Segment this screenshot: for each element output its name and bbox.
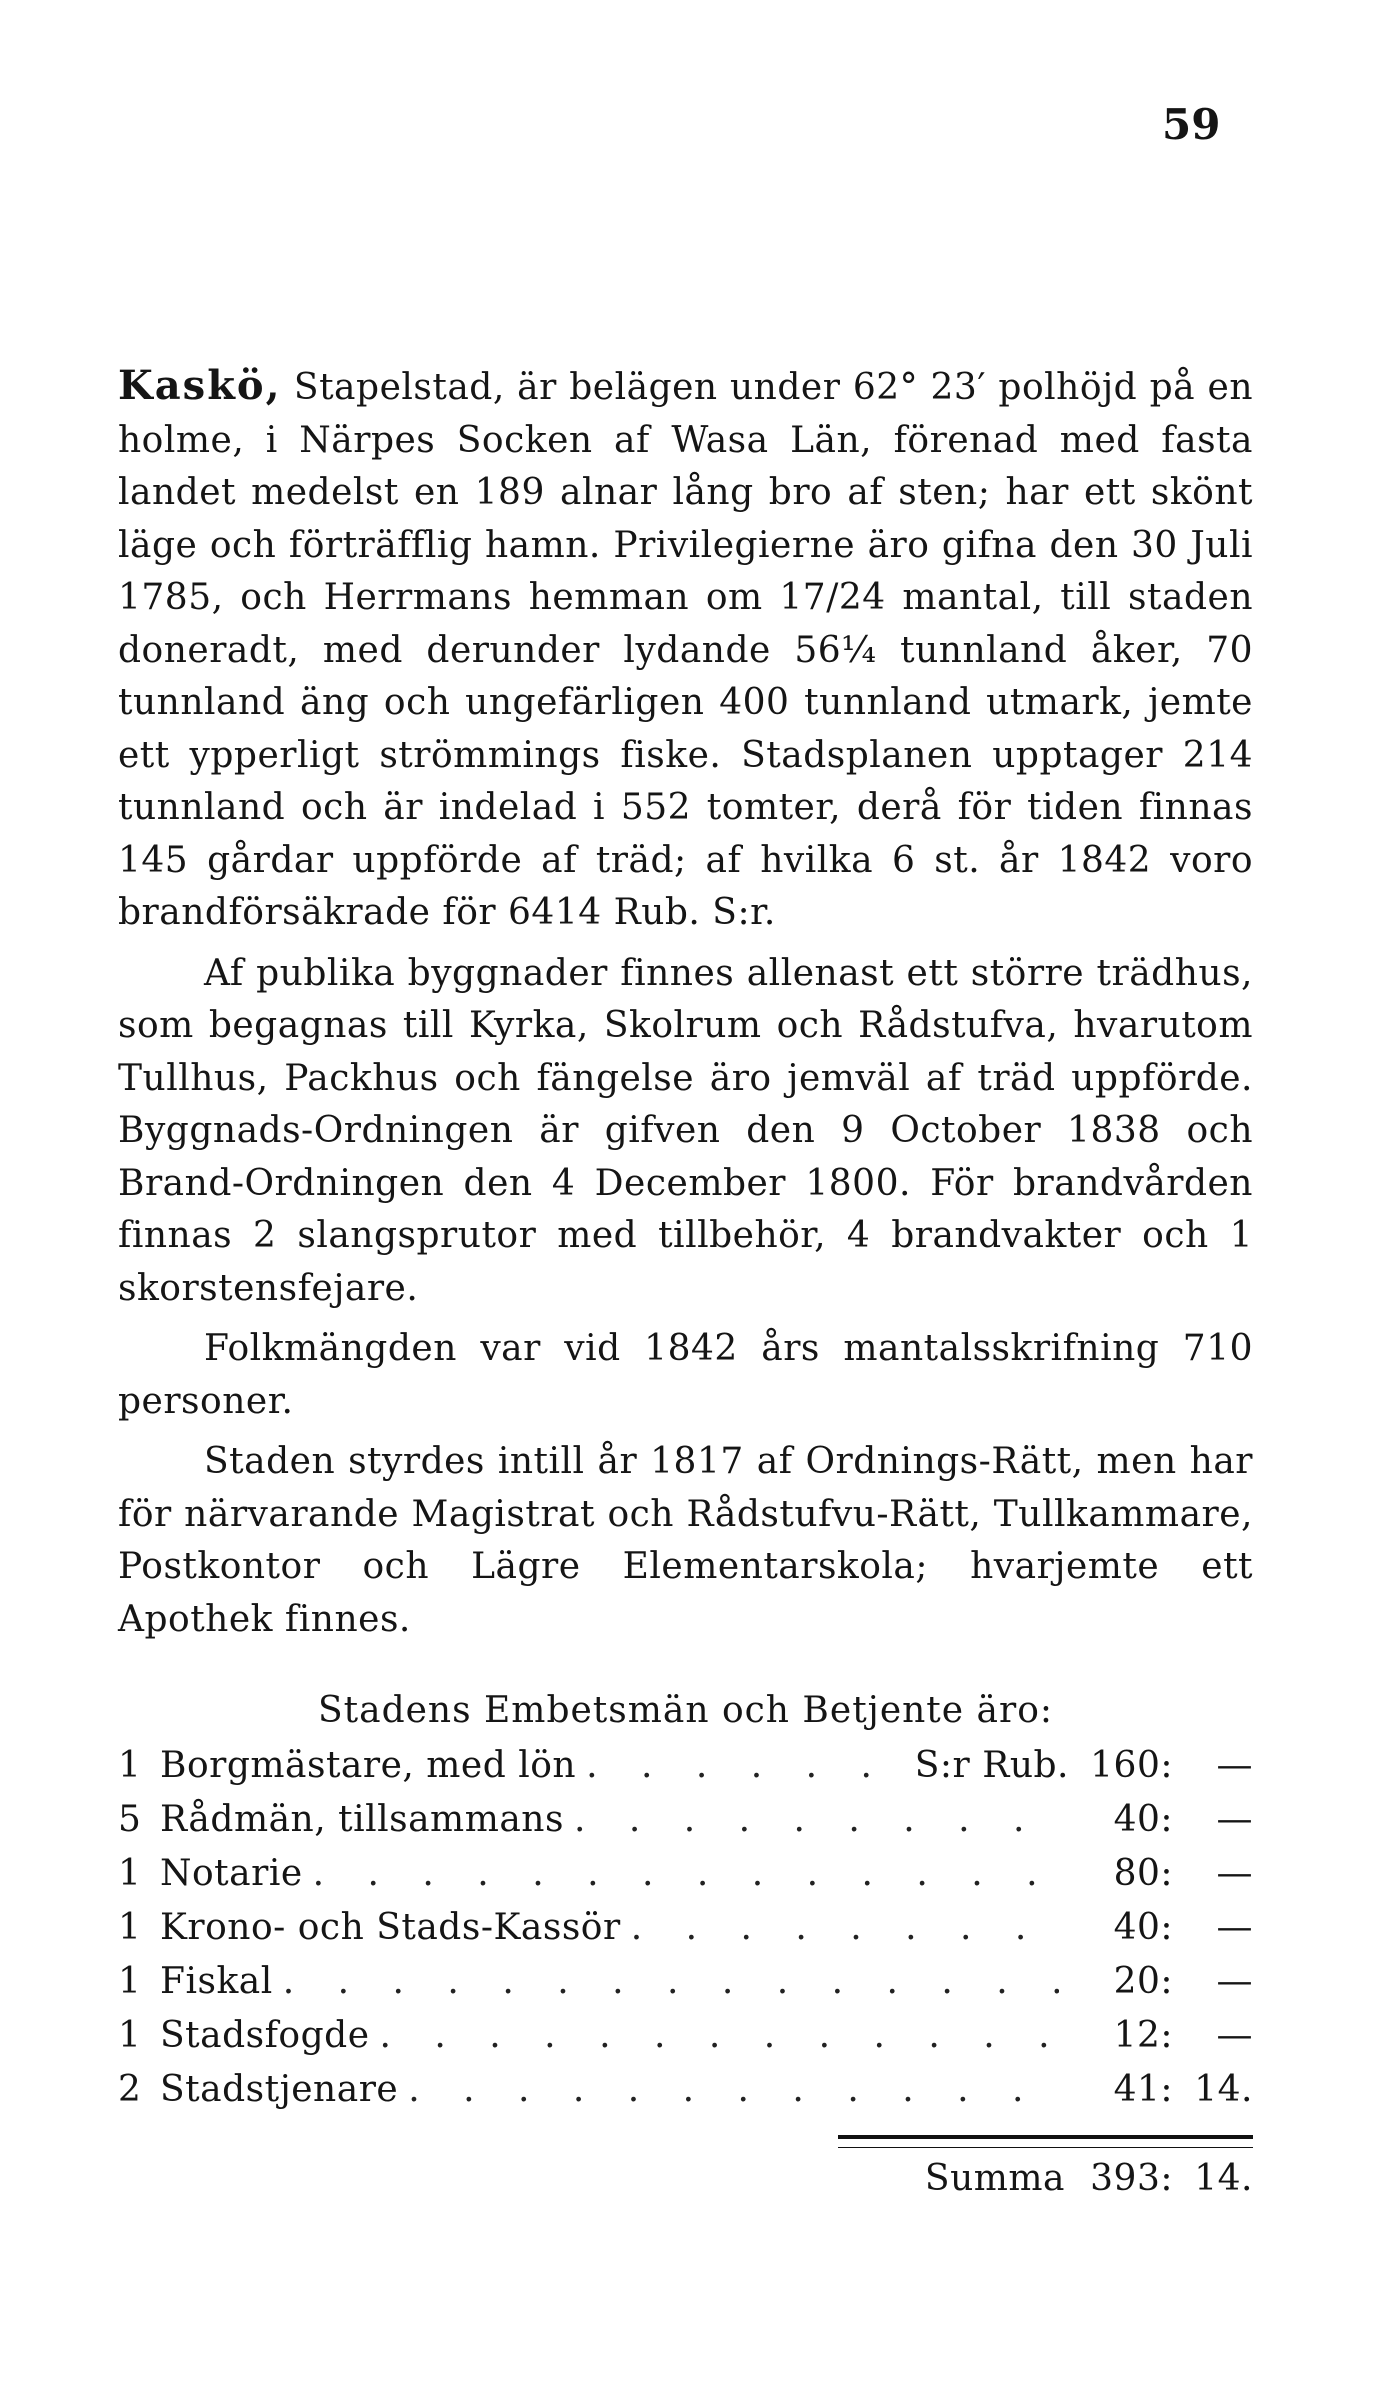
paragraph-population: Folkmängden var vid 1842 års mantalsskrifning 710 personer. bbox=[118, 1328, 1253, 1422]
row-amount: 20: bbox=[1113, 1961, 1173, 2002]
row-count: 5 bbox=[118, 1799, 142, 1840]
row-title: Fiskal bbox=[160, 1961, 273, 2002]
table-row bbox=[118, 2009, 1253, 2063]
dot-leader bbox=[586, 1739, 905, 1793]
row-subamount: — bbox=[1216, 2015, 1253, 2056]
paragraph-lead-word: Kaskö, bbox=[118, 362, 282, 409]
row-subamount: — bbox=[1216, 1799, 1253, 1840]
table-row bbox=[118, 1739, 1253, 1793]
row-count: 1 bbox=[118, 1853, 142, 1894]
dot-leader bbox=[574, 1793, 1059, 1847]
row-count: 1 bbox=[118, 1745, 142, 1786]
sum-subamount: 14. bbox=[1194, 2158, 1253, 2199]
dot-leader bbox=[380, 2009, 1059, 2063]
row-title: Rådmän, tillsammans bbox=[160, 1799, 564, 1840]
row-title: Stadsfogde bbox=[160, 2015, 370, 2056]
dot-leader bbox=[631, 1901, 1059, 1955]
row-count: 1 bbox=[118, 1961, 142, 2002]
dot-leader bbox=[313, 1847, 1059, 1901]
row-count: 1 bbox=[118, 2015, 142, 2056]
table-row bbox=[118, 2063, 1253, 2117]
paragraph-intro bbox=[118, 360, 1253, 940]
table-row bbox=[118, 1847, 1253, 1901]
row-subamount: — bbox=[1216, 1745, 1253, 1786]
row-subamount: — bbox=[1216, 1853, 1253, 1894]
table-row bbox=[118, 1955, 1253, 2009]
sum-divider-rule bbox=[838, 2135, 1253, 2148]
page-number: 59 bbox=[1162, 100, 1221, 149]
row-amount: 12: bbox=[1113, 2015, 1173, 2056]
paragraph-administration: Staden styrdes intill år 1817 af Ordnings-Rätt, men har för närvarande Magistrat och Rådstufvu-Rätt, Tullkammare, Postkontor och Lägre Elementarskola; hvarjemte ett Apothek finnes. bbox=[118, 1441, 1253, 1640]
sum-label: Summa bbox=[924, 2158, 1065, 2199]
row-currency: S:r Rub. bbox=[914, 1745, 1069, 1786]
sum-amount: 393: bbox=[1090, 2158, 1173, 2199]
table-row bbox=[118, 1901, 1253, 1955]
row-count: 1 bbox=[118, 1907, 142, 1948]
staff-table-title: Stadens Embetsmän och Betjente äro: bbox=[317, 1690, 1053, 1731]
row-title: Krono- och Stads-Kassör bbox=[160, 1907, 621, 1948]
staff-table bbox=[118, 1739, 1253, 2117]
row-subamount: 14. bbox=[1194, 2069, 1253, 2110]
row-amount: 160: bbox=[1090, 1745, 1173, 1786]
row-amount: 41: bbox=[1113, 2069, 1173, 2110]
row-count: 2 bbox=[118, 2069, 142, 2110]
row-title: Borgmästare, med lön bbox=[160, 1745, 577, 1786]
paragraph-public-buildings: Af publika byggnader finnes allenast ett större trädhus, som begagnas till Kyrka, Skolrum och Rådstufva, hvarutom Tullhus, Packhus och fängelse äro jemväl af träd uppförde. Byggnads-Ordningen är gifven den 9 October 1838 och Brand-Ordningen den 4 December 1800. För brandvården finnas 2 slangsprutor med tillbehör, 4 brandvakter och 1 skorstensfejare. bbox=[118, 952, 1253, 1309]
row-subamount: — bbox=[1216, 1961, 1253, 2002]
page-body bbox=[118, 360, 1253, 2199]
row-amount: 80: bbox=[1113, 1853, 1173, 1894]
dot-leader bbox=[408, 2063, 1059, 2117]
row-subamount: — bbox=[1216, 1907, 1253, 1948]
sum-row bbox=[118, 2158, 1253, 2199]
row-amount: 40: bbox=[1113, 1799, 1173, 1840]
dot-leader bbox=[283, 1955, 1059, 2009]
row-amount: 40: bbox=[1113, 1907, 1173, 1948]
row-title: Notarie bbox=[160, 1853, 303, 1894]
paragraph-text: Stapelstad, är belägen under 62° 23′ polhöjd på en holme, i Närpes Socken af Wasa Län, förenad med fasta landet medelst en 189 alnar lång bro af sten; har ett skönt läge och förträfflig hamn. Privilegierne äro gifna den 30 Juli 1785, och Herrmans hemman om 17/24 mantal, till staden doneradt, med derunder lydande 56¼ tunnland åker, 70 tunnland äng och ungefärligen 400 tunnland utmark, jemte ett ypperligt strömmings fiske. Stadsplanen upptager 214 tunnland och är indelad i 552 tomter, derå för tiden finnas 145 gårdar uppförde af träd; af hvilka 6 st. år 1842 voro brandförsäkrade för 6414 Rub. S:r. bbox=[118, 367, 1253, 933]
row-title: Stadstjenare bbox=[160, 2069, 399, 2110]
table-row bbox=[118, 1793, 1253, 1847]
